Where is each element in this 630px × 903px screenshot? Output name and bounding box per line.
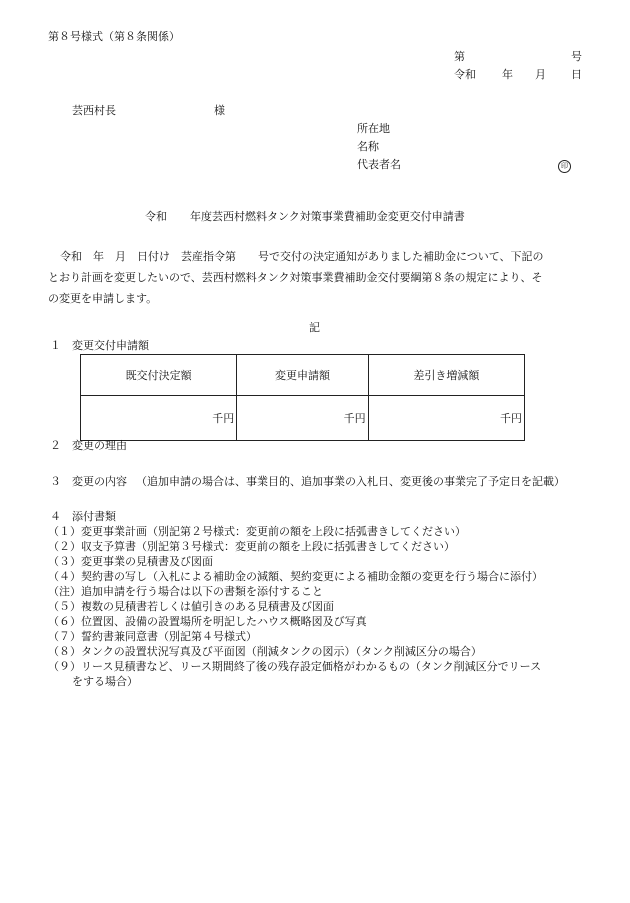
- date-month: 月: [535, 68, 546, 81]
- list-item: [48, 599, 593, 614]
- list-item-note: [48, 584, 593, 599]
- item-text: タンクの設置状況写真及び平面図（削減タンクの図示）（タンク削減区分の場合）: [81, 645, 482, 658]
- item-text: 複数の見積書若しくは値引きのある見積書及び図面: [81, 600, 334, 613]
- body-paragraph: [48, 246, 588, 309]
- applicant-name-label: 名称: [357, 140, 379, 153]
- header-difference-amount: 差引き増減額: [368, 355, 524, 396]
- item-text: 位置図、設備の設置場所を明記したハウス概略図及び写真: [81, 615, 367, 628]
- section2-num: ２: [50, 439, 61, 452]
- seal-icon: 印: [558, 160, 571, 173]
- section1-title: 変更交付申請額: [72, 339, 149, 352]
- item-text: 収支予算書（別記第３号様式：変更前の額を上段に括弧書きしてください）: [81, 540, 455, 553]
- document-title: 年度芸西村燃料タンク対策事業費補助金変更交付申請書: [190, 210, 465, 223]
- section3-note: （追加申請の場合は、事業目的、追加事業の入札日、変更後の事業完了予定日を記載）: [136, 475, 565, 488]
- list-item: [48, 659, 593, 674]
- section3-title: 変更の内容: [72, 475, 127, 488]
- addressee-sama: 様: [214, 104, 225, 117]
- list-item: [48, 554, 593, 569]
- item-mark: （５）: [48, 600, 81, 613]
- list-item: [48, 539, 593, 554]
- difference-amount-cell: [368, 396, 524, 441]
- item-mark: （７）: [48, 630, 81, 643]
- section4-title: 添付書類: [72, 510, 116, 523]
- attachment-list: [48, 524, 593, 689]
- item-text: リース見積書など、リース期間終了後の残存設定価格がわかるもの（タンク削減区分でリース: [81, 660, 542, 673]
- list-item: [48, 569, 593, 584]
- list-item: [48, 629, 593, 644]
- date-day: 日: [571, 68, 582, 81]
- item-mark: （２）: [48, 540, 81, 553]
- item-text: 契約書の写し（入札による補助金の減額、契約変更による補助金額の変更を行う場合に添付）: [81, 570, 543, 583]
- amount-table: [80, 354, 525, 441]
- seal-mark: [558, 158, 571, 173]
- date-era: 令和: [454, 68, 476, 81]
- item-mark: （注）: [48, 585, 81, 598]
- ki-marker: 記: [309, 321, 320, 334]
- header-existing-amount: 既交付決定額: [81, 355, 237, 396]
- unit-label: 千円: [500, 412, 522, 425]
- list-item: [48, 524, 593, 539]
- unit-label: 千円: [212, 412, 235, 425]
- item-text: 変更事業の見積書及び図面: [81, 555, 213, 568]
- doc-number-dai: 第: [454, 50, 465, 63]
- item-text: 追加申請を行う場合は以下の書類を添付すること: [81, 585, 323, 598]
- title-era: 令和: [145, 210, 167, 223]
- list-item: [48, 644, 593, 659]
- existing-amount-cell: [81, 396, 237, 441]
- item-mark: （８）: [48, 645, 81, 658]
- form-label: 第８号様式（第８条関係）: [48, 30, 180, 43]
- change-amount-cell: [237, 396, 368, 441]
- applicant-address-label: 所在地: [357, 122, 390, 135]
- item-mark: （３）: [48, 555, 81, 568]
- item-mark: （１）: [48, 525, 81, 538]
- item-text: 誓約書兼同意書（別記第４号様式）: [81, 630, 257, 643]
- item-text: 変更事業計画（別記第２号様式：変更前の額を上段に括弧書きしてください）: [81, 525, 466, 538]
- section2-title: 変更の理由: [72, 439, 127, 452]
- body-line: とおり計画を変更したいので、芸西村燃料タンク対策事業費補助金交付要綱第８条の規定により、そ: [48, 271, 543, 284]
- list-item-continuation: をする場合）: [72, 675, 138, 688]
- date-year: 年: [502, 68, 513, 81]
- header-change-amount: 変更申請額: [237, 355, 368, 396]
- section1-num: １: [50, 339, 61, 352]
- doc-number-go: 号: [571, 50, 582, 63]
- unit-label: 千円: [343, 412, 366, 425]
- body-line: 令和 年 月 日付け 芸産指令第 号で交付の決定通知がありました補助金について、下記の: [60, 250, 544, 263]
- item-mark: （６）: [48, 615, 81, 628]
- applicant-representative-label: 代表者名: [357, 158, 401, 171]
- section3-num: ３: [50, 475, 61, 488]
- list-item: [48, 614, 593, 629]
- item-mark: （４）: [48, 570, 81, 583]
- section4-num: ４: [50, 510, 61, 523]
- item-mark: （９）: [48, 660, 81, 673]
- body-line: の変更を申請します。: [48, 292, 158, 305]
- addressee-name: 芸西村長: [72, 104, 116, 117]
